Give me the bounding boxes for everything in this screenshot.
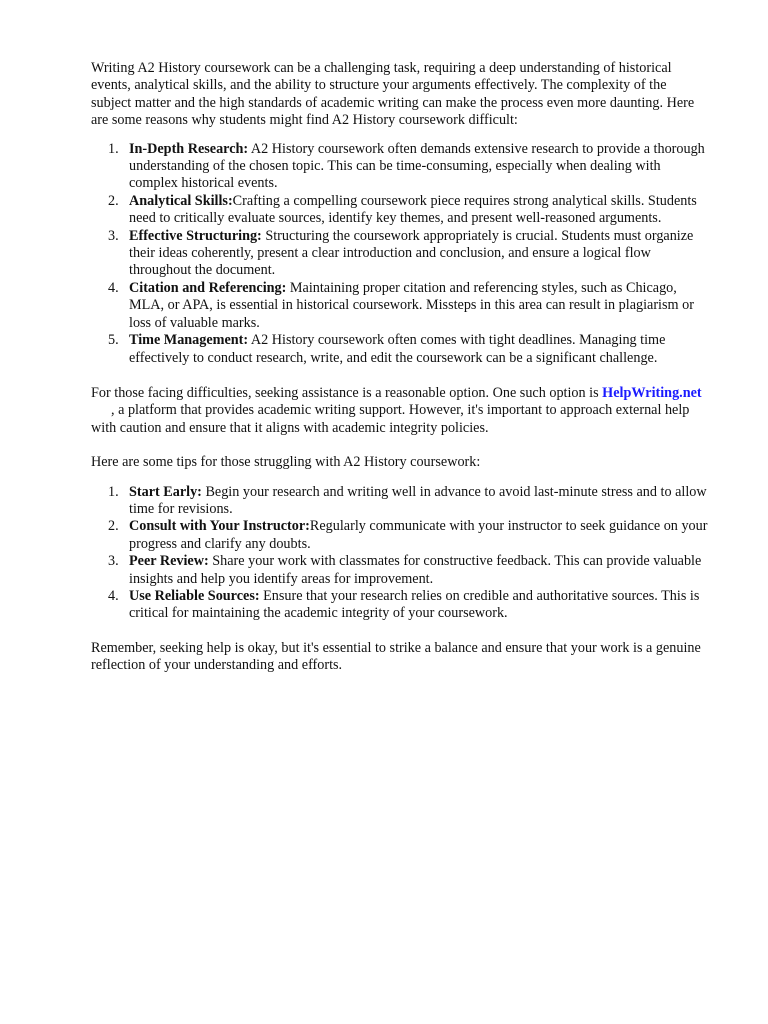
- list-number: 3.: [108, 227, 119, 244]
- help-paragraph: [91, 385, 709, 437]
- list-item-text: A2 History coursework often demands extensive research to provide a thorough understanding of the chosen topic. This can be time-consuming, especially when dealing with complex historical events.: [129, 140, 705, 192]
- list-number: 4.: [108, 279, 119, 296]
- list-number: 1.: [108, 483, 119, 500]
- list-item-term: Citation and Referencing:: [129, 279, 287, 296]
- list-item-term: Analytical Skills:: [129, 192, 233, 209]
- list-item-text: Ensure that your research relies on credible and authoritative sources. This is critical for maintaining the academic integrity of your coursework.: [129, 587, 700, 622]
- list-item: [91, 141, 709, 193]
- list-item-term: Time Management:: [129, 332, 249, 349]
- document-page: [91, 60, 709, 675]
- list-item: [91, 193, 709, 228]
- list-number: 1.: [108, 140, 119, 157]
- list-item-text: A2 History coursework often comes with tight deadlines. Managing time effectively to conduct research, write, and edit the coursework can be a significant challenge.: [129, 332, 666, 366]
- list-item-term: Use Reliable Sources:: [129, 587, 260, 604]
- tips-intro-paragraph: Here are some tips for those struggling with A2 History coursework:: [91, 454, 481, 471]
- list-number: 4.: [108, 587, 119, 604]
- list-item-term: Peer Review:: [129, 553, 209, 570]
- list-number: 3.: [108, 553, 119, 570]
- help-text-before: For those facing difficulties, seeking assistance is a reasonable option. One such option is: [91, 384, 603, 401]
- helpwriting-link[interactable]: HelpWriting.net: [602, 384, 702, 401]
- list-item-text: Crafting a compelling coursework piece requires strong analytical skills. Students need to critically evaluate sources, identify key themes, and present well-reasoned arguments.: [129, 192, 697, 227]
- list-number: 5.: [108, 332, 119, 349]
- list-item: [91, 588, 709, 623]
- list-item-text: Share your work with classmates for constructive feedback. This can provide valuable insights and help you identify areas for improvement.: [129, 553, 702, 587]
- list-item: [91, 553, 709, 588]
- list-item-text: Maintaining proper citation and referencing styles, such as Chicago, MLA, or APA, is essential in historical coursework. Missteps in this area can result in plagiarism or loss of valuable marks.: [129, 279, 694, 331]
- list-item-term: Consult with Your Instructor:: [129, 518, 310, 535]
- list-item-term: Effective Structuring:: [129, 227, 262, 244]
- list-item-term: Start Early:: [129, 483, 202, 500]
- list-item-text: Structuring the coursework appropriately is crucial. Students must organize their ideas coherently, present a clear introduction and conclusion, and ensure a logical flow throughout the document.: [129, 227, 694, 279]
- tips-list: [91, 484, 709, 623]
- list-number: 2.: [108, 192, 119, 209]
- list-number: 2.: [108, 518, 119, 535]
- list-item: [91, 228, 709, 280]
- help-text-after: , a platform that provides academic writing support. However, it's important to approach external help with caution and ensure that it aligns with academic integrity policies.: [91, 402, 690, 436]
- closing-paragraph: Remember, seeking help is okay, but it's essential to strike a balance and ensure that your work is a genuine reflection of your understanding and efforts.: [91, 639, 701, 674]
- intro-paragraph: Writing A2 History coursework can be a challenging task, requiring a deep understanding of historical events, analytical skills, and the ability to structure your arguments effectively. The complexity of the subject matter and the high standards of academic writing can make the process even more daunting. Here are some reasons why students might find A2 History coursework difficult:: [91, 60, 695, 129]
- list-item-text: Begin your research and writing well in advance to avoid last-minute stress and to allow time for revisions.: [129, 483, 707, 517]
- list-item-term: In-Depth Research:: [129, 140, 249, 157]
- list-item: [91, 484, 709, 519]
- list-item: [91, 332, 709, 367]
- reasons-list: [91, 141, 709, 367]
- list-item: [91, 518, 709, 553]
- list-item: [91, 280, 709, 332]
- list-item-text: Regularly communicate with your instructor to seek guidance on your progress and clarify any doubts.: [129, 518, 708, 552]
